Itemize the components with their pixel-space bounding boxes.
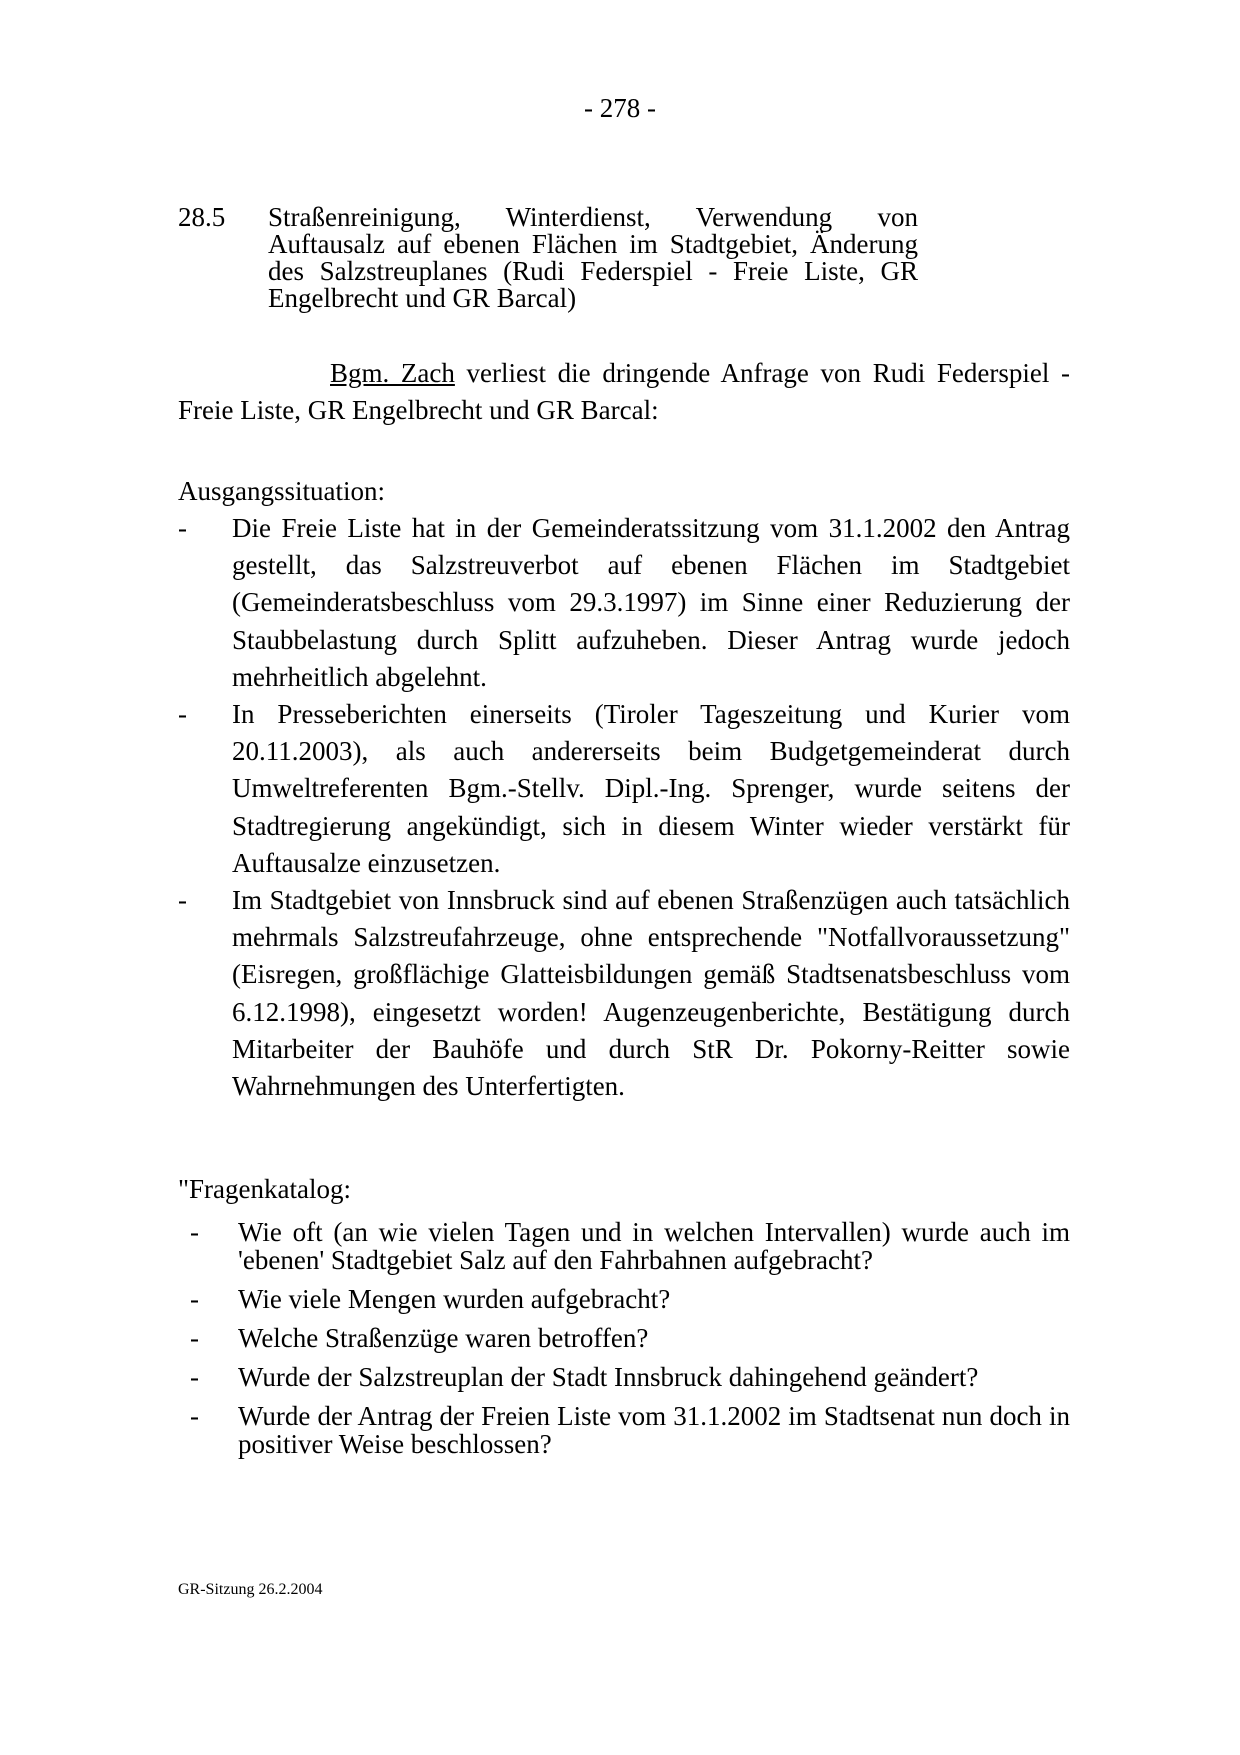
- list-item: [178, 510, 1070, 696]
- situation-label: Ausgangssituation:: [178, 476, 385, 506]
- list-dash: -: [178, 885, 187, 916]
- question-text: Wurde der Salzstreuplan der Stadt Innsbruck dahingehend geändert?: [238, 1362, 979, 1392]
- list-item: [178, 882, 1070, 1105]
- page-number: - 278 -: [584, 93, 656, 123]
- questions-label: "Fragenkatalog:: [178, 1174, 351, 1204]
- question-text: Wurde der Antrag der Freien Liste vom 31.1.2002 im Stadtsenat nun doch in positiver Weise beschlossen?: [238, 1401, 1070, 1459]
- list-dash: -: [190, 1323, 199, 1353]
- list-dash: -: [190, 1401, 199, 1431]
- list-item: [178, 696, 1070, 882]
- question-text: Wie oft (an wie vielen Tagen und in welchen Intervallen) wurde auch im 'ebenen' Stadtgebiet Salz auf den Fahrbahnen aufgebracht?: [238, 1217, 1070, 1275]
- agenda-item-number: 28.5: [178, 202, 226, 232]
- question-text: Wie viele Mengen wurden aufgebracht?: [238, 1284, 671, 1314]
- speaker-name: Bgm. Zach: [330, 358, 455, 388]
- situation-list: [178, 510, 1070, 1105]
- list-dash: -: [178, 513, 187, 543]
- intro-text: verliest die dringende Anfrage von Rudi Federspiel - Freie Liste, GR Engelbrecht und GR Barcal:: [178, 358, 1070, 425]
- agenda-item-title: Straßenreinigung, Winterdienst, Verwendung von Auftausalz auf ebenen Flächen im Stadtgebiet, Änderung des Salzstreuplanes (Rudi Federspiel - Freie Liste, GR Engelbrecht und GR Barcal): [268, 202, 918, 313]
- list-dash: -: [190, 1284, 199, 1314]
- list-dash: -: [190, 1362, 199, 1392]
- agenda-item-heading: [178, 204, 918, 312]
- list-item-text: Im Stadtgebiet von Innsbruck sind auf ebenen Straßenzügen auch tatsächlich mehrmals Salzstreufahrzeuge, ohne entsprechende "Notfallvoraussetzung" (Eisregen, großflächige Glatteisbildungen gemäß Stadtsenatsbeschluss vom 6.12.1998), eingesetzt worden! Augenzeugenberichte, Bestätigung durch Mitarbeiter der Bauhöfe und durch StR Dr. Pokorny-Reitter sowie Wahrnehmungen des Unterfertigten.: [232, 885, 1070, 1102]
- question-item: [190, 1363, 1070, 1391]
- question-item: [190, 1324, 1070, 1352]
- list-dash: -: [190, 1217, 199, 1247]
- question-item: [190, 1285, 1070, 1313]
- question-item: [190, 1218, 1070, 1274]
- list-dash: -: [178, 699, 187, 730]
- page-footer: GR-Sitzung 26.2.2004: [178, 1581, 323, 1598]
- intro-paragraph: [178, 355, 1070, 429]
- list-item-text: Die Freie Liste hat in der Gemeinderatssitzung vom 31.1.2002 den Antrag gestellt, das Salzstreuverbot auf ebenen Flächen im Stadtgebiet (Gemeinderatsbeschluss vom 29.3.1997) im Sinne einer Reduzierung der Staubbelastung durch Splitt aufzuheben. Dieser Antrag wurde jedoch mehrheitlich abgelehnt.: [232, 513, 1070, 692]
- question-text: Welche Straßenzüge waren betroffen?: [238, 1323, 649, 1353]
- questions-list: [190, 1218, 1070, 1469]
- question-item: [190, 1402, 1070, 1458]
- list-item-text: In Presseberichten einerseits (Tiroler Tageszeitung und Kurier vom 20.11.2003), als auch andererseits beim Budgetgemeinderat durch Umweltreferenten Bgm.-Stellv. Dipl.-Ing. Sprenger, wurde seitens der Stadtregierung angekündigt, sich in diesem Winter wieder verstärkt für Auftausalze einzusetzen.: [232, 699, 1070, 878]
